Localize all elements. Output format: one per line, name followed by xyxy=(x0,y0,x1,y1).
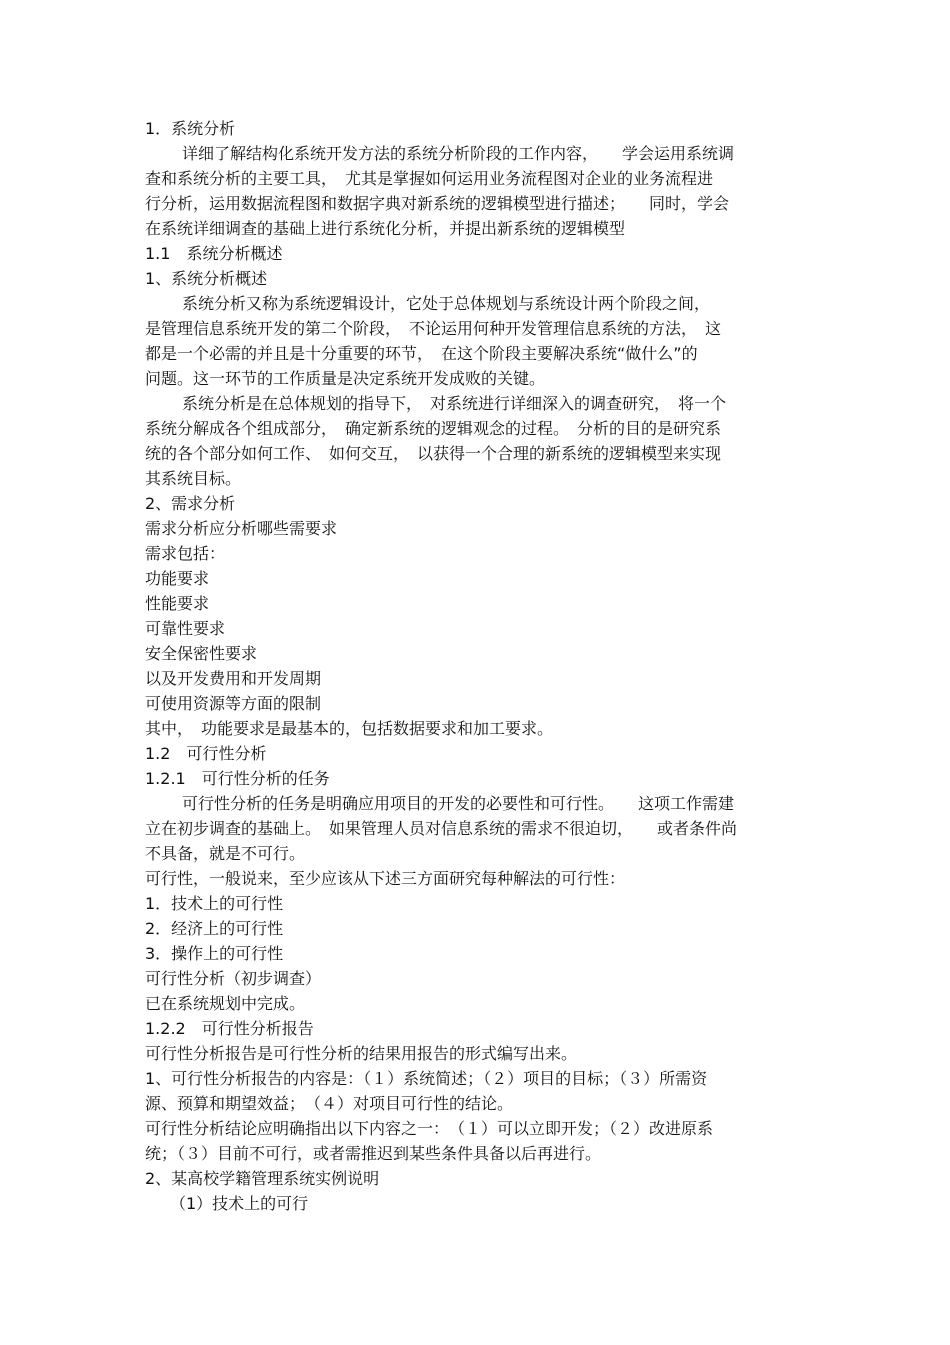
paragraph-line: 行分析，运用数据流程图和数据字典对新系统的逻辑模型进行描述； 同时，学会 xyxy=(145,194,730,213)
paragraph-line: 系统分析又称为系统逻辑设计，它处于总体规划与系统设计两个阶段之间， xyxy=(182,294,711,313)
paragraph-line: 可行性分析（初步调查） xyxy=(145,969,322,988)
section-heading: 1.1 系统分析概述 xyxy=(145,244,283,263)
list-item: 以及开发费用和开发周期 xyxy=(145,669,322,688)
paragraph-line: 都是一个必需的并且是十分重要的环节， 在这个阶段主要解决系统“做什么”的 xyxy=(145,344,698,363)
list-item: 可使用资源等方面的限制 xyxy=(145,694,322,713)
paragraph-line: 可行性分析的任务是明确应用项目的开发的必要性和可行性。 这项工作需建 xyxy=(182,794,735,813)
paragraph-line: 可行性，一般说来，至少应该从下述三方面研究每种解法的可行性： xyxy=(145,869,626,888)
list-item: 1．技术上的可行性 xyxy=(145,894,284,913)
paragraph-line: 其系统目标。 xyxy=(145,469,242,488)
paragraph-line: 详细了解结构化系统开发方法的系统分析阶段的工作内容， 学会运用系统调 xyxy=(182,144,735,163)
paragraph-line: 查和系统分析的主要工具， 尤其是掌握如何运用业务流程图对企业的业务流程进 xyxy=(145,169,714,188)
paragraph-line: 立在初步调查的基础上。 如果管理人员对信息系统的需求不很迫切， 或者条件尚 xyxy=(145,819,738,838)
paragraph-line: 系统分析是在总体规划的指导下， 对系统进行详细深入的调查研究， 将一个 xyxy=(182,394,727,413)
paragraph-line: 问题。这一环节的工作质量是决定系统开发成败的关键。 xyxy=(145,369,546,388)
paragraph-line: 其中， 功能要求是最基本的，包括数据要求和加工要求。 xyxy=(145,719,554,738)
list-item: 2．经济上的可行性 xyxy=(145,919,284,938)
paragraph-line: 需求分析应分析哪些需要求 xyxy=(145,519,338,538)
list-item: 功能要求 xyxy=(145,569,210,588)
section-heading: 2、需求分析 xyxy=(145,494,236,513)
list-item: 3．操作上的可行性 xyxy=(145,944,284,963)
paragraph-line: 1、可行性分析报告的内容是：（１）系统简述；（２）项目的目标；（３）所需资 xyxy=(145,1069,708,1088)
list-item: 安全保密性要求 xyxy=(145,644,258,663)
paragraph-line: 在系统详细调查的基础上进行系统化分析，并提出新系统的逻辑模型 xyxy=(145,219,626,238)
paragraph-line: 需求包括： xyxy=(145,544,226,563)
list-item: 可靠性要求 xyxy=(145,619,226,638)
paragraph-line: 源、预算和期望效益； （４）对项目可行性的结论。 xyxy=(145,1094,514,1113)
section-heading: 1、系统分析概述 xyxy=(145,269,268,288)
section-heading: 1.2.1 可行性分析的任务 xyxy=(145,769,330,788)
section-heading: 1.2 可行性分析 xyxy=(145,744,267,763)
section-heading: 1．系统分析 xyxy=(145,119,236,138)
paragraph-line: 可行性分析报告是可行性分析的结果用报告的形式编写出来。 xyxy=(145,1044,578,1063)
paragraph-line: 可行性分析结论应明确指出以下内容之一： （１）可以立即开发；（２）改进原系 xyxy=(145,1119,714,1138)
list-item: （1）技术上的可行 xyxy=(170,1194,309,1213)
paragraph-line: 已在系统规划中完成。 xyxy=(145,994,306,1013)
paragraph-line: 不具备，就是不可行。 xyxy=(145,844,306,863)
paragraph-line: 是管理信息系统开发的第二个阶段， 不论运用何种开发管理信息系统的方法， 这 xyxy=(145,319,722,338)
section-heading: 2、某高校学籍管理系统实例说明 xyxy=(145,1169,380,1188)
section-heading: 1.2.2 可行性分析报告 xyxy=(145,1019,314,1038)
paragraph-line: 统；（３）目前不可行，或者需推迟到某些条件具备以后再进行。 xyxy=(145,1144,602,1163)
list-item: 性能要求 xyxy=(145,594,210,613)
paragraph-line: 统的各个部分如何工作、 如何交互， 以获得一个合理的新系统的逻辑模型来实现 xyxy=(145,444,722,463)
paragraph-line: 系统分解成各个组成部分， 确定新系统的逻辑观念的过程。 分析的目的是研究系 xyxy=(145,419,722,438)
